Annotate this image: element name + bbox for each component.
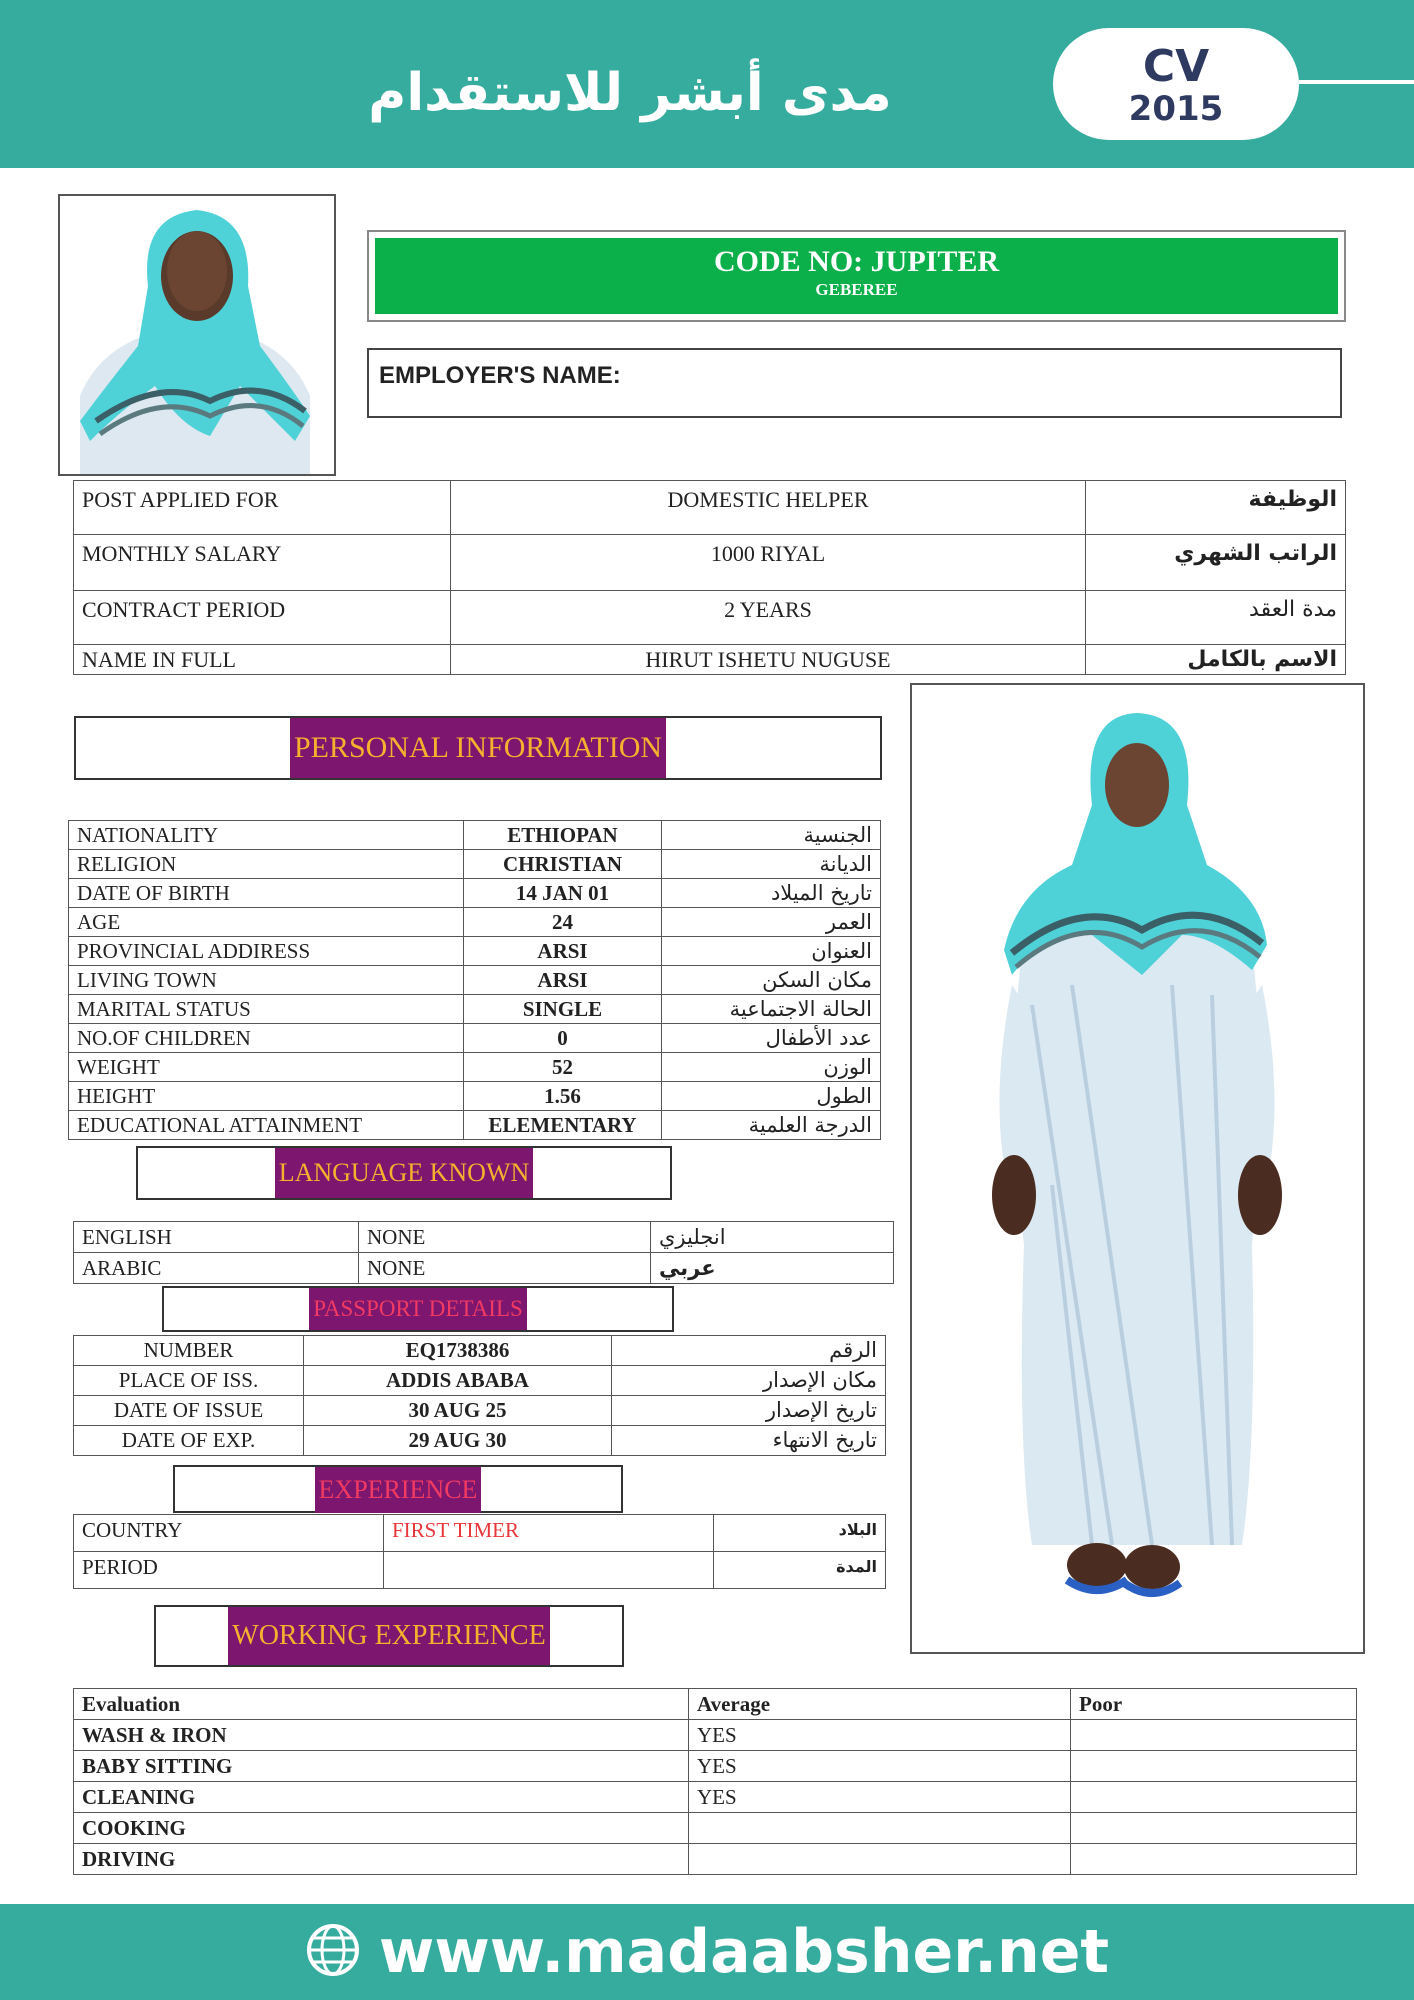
working-experience-heading [154,1605,624,1667]
full-body-photo [910,683,1365,1654]
field-value: ADDIS ABABA [304,1366,612,1396]
passport-table [73,1335,886,1456]
table-row [69,821,881,850]
field-arabic: الدرجة العلمية [662,1111,881,1140]
table-row [74,1366,886,1396]
field-value: CHRISTIAN [464,850,662,879]
column-header: Average [689,1689,1071,1720]
cv-badge [1053,28,1299,140]
average-value: YES [689,1720,1071,1751]
skill-name: BABY SITTING [74,1751,689,1782]
row-label: CONTRACT PERIOD [74,591,451,645]
field-label: PROVINCIAL ADDIRESS [69,937,464,966]
code-number: CODE NO: JUPITER [713,245,999,278]
field-arabic: الحالة الاجتماعية [662,995,881,1024]
language-name: ARABIC [74,1253,359,1284]
poor-value [1071,1751,1357,1782]
field-label: DATE OF BIRTH [69,879,464,908]
field-label: NUMBER [74,1336,304,1366]
field-arabic: العمر [662,908,881,937]
code-banner [375,238,1338,314]
table-row [74,1720,1357,1751]
field-label: RELIGION [69,850,464,879]
field-arabic: تاريخ الانتهاء [612,1426,886,1456]
field-arabic: مكان السكن [662,966,881,995]
website-link[interactable] [0,1904,1414,2000]
table-row [74,1222,894,1253]
section-title: PASSPORT DETAILS [309,1288,527,1330]
field-value: 30 AUG 25 [304,1396,612,1426]
experience-arabic: البلاد [714,1515,886,1552]
row-value: HIRUT ISHETU NUGUSE [451,645,1086,675]
field-value: 0 [464,1024,662,1053]
field-value: ETHIOPAN [464,821,662,850]
table-row [69,1053,881,1082]
cv-year: 2015 [1128,89,1224,129]
header-decor-line [1299,80,1414,84]
language-level: NONE [359,1253,651,1284]
field-value: ARSI [464,937,662,966]
experience-heading [173,1465,623,1513]
globe-icon [305,1922,361,1978]
section-title: PERSONAL INFORMATION [290,718,666,778]
cv-label: CV [1142,41,1210,92]
field-value: 1.56 [464,1082,662,1111]
table-row [74,1515,886,1552]
language-arabic: انجليزي [651,1222,894,1253]
poor-value [1071,1813,1357,1844]
experience-arabic: المدة [714,1552,886,1589]
language-heading [136,1146,672,1200]
table-row [74,1396,886,1426]
average-value [689,1844,1071,1875]
field-arabic: عدد الأطفال [662,1024,881,1053]
table-row [74,535,1346,591]
portrait-photo [58,194,336,476]
job-summary-table [73,480,1346,675]
field-label: MARITAL STATUS [69,995,464,1024]
experience-table [73,1514,886,1589]
field-arabic: تاريخ الميلاد [662,879,881,908]
evaluation-table [73,1688,1357,1875]
full-body-figure [912,685,1363,1652]
field-value: ELEMENTARY [464,1111,662,1140]
table-row [69,1111,881,1140]
field-label: HEIGHT [69,1082,464,1111]
field-label: EDUCATIONAL ATTAINMENT [69,1111,464,1140]
skill-name: DRIVING [74,1844,689,1875]
field-value: 24 [464,908,662,937]
experience-value: FIRST TIMER [384,1515,714,1552]
language-name: ENGLISH [74,1222,359,1253]
passport-heading [162,1286,674,1332]
field-arabic: تاريخ الإصدار [612,1396,886,1426]
table-row [74,591,1346,645]
field-value: 52 [464,1053,662,1082]
table-row [69,937,881,966]
average-value: YES [689,1782,1071,1813]
field-value: 14 JAN 01 [464,879,662,908]
table-row [74,1751,1357,1782]
language-level: NONE [359,1222,651,1253]
table-row [74,1253,894,1284]
row-label: MONTHLY SALARY [74,535,451,591]
field-arabic: الطول [662,1082,881,1111]
row-value: 1000 RIYAL [451,535,1086,591]
language-arabic: عربي [651,1253,894,1284]
skill-name: CLEANING [74,1782,689,1813]
code-box [367,230,1346,322]
table-row [69,995,881,1024]
skill-name: COOKING [74,1813,689,1844]
field-arabic: الجنسية [662,821,881,850]
personal-info-heading [74,716,882,780]
poor-value [1071,1844,1357,1875]
employer-name-box [367,348,1342,418]
table-row [74,1426,886,1456]
column-header: Evaluation [74,1689,689,1720]
field-value: ARSI [464,966,662,995]
section-title: EXPERIENCE [315,1467,482,1513]
average-value [689,1813,1071,1844]
field-arabic: الرقم [612,1336,886,1366]
field-label: AGE [69,908,464,937]
column-header: Poor [1071,1689,1357,1720]
code-subname: GEBEREE [815,280,898,299]
field-label: DATE OF EXP. [74,1426,304,1456]
table-row [74,481,1346,535]
language-table [73,1221,894,1284]
field-value: 29 AUG 30 [304,1426,612,1456]
experience-value [384,1552,714,1589]
table-row [69,879,881,908]
table-header-row [74,1689,1357,1720]
section-title: WORKING EXPERIENCE [228,1607,549,1665]
poor-value [1071,1720,1357,1751]
table-row [74,1844,1357,1875]
row-value: DOMESTIC HELPER [451,481,1086,535]
agency-title: مدى أبشر للاستقدام [368,63,892,123]
field-arabic: الوزن [662,1053,881,1082]
personal-info-table [68,820,881,1140]
field-label: WEIGHT [69,1053,464,1082]
table-row [74,1813,1357,1844]
poor-value [1071,1782,1357,1813]
table-row [74,1552,886,1589]
field-arabic: العنوان [662,937,881,966]
row-arabic: مدة العقد [1086,591,1346,645]
experience-label: PERIOD [74,1552,384,1589]
field-label: LIVING TOWN [69,966,464,995]
portrait-figure [60,196,334,474]
row-label: NAME IN FULL [74,645,451,675]
field-label: NO.OF CHILDREN [69,1024,464,1053]
table-row [69,908,881,937]
website-url: www.madaabsher.net [378,1917,1110,1987]
table-row [74,1336,886,1366]
field-arabic: الديانة [662,850,881,879]
row-arabic: الوظيفة [1086,481,1346,535]
field-label: NATIONALITY [69,821,464,850]
field-label: PLACE OF ISS. [74,1366,304,1396]
average-value: YES [689,1751,1071,1782]
table-row [69,1082,881,1111]
row-label: POST APPLIED FOR [74,481,451,535]
field-arabic: مكان الإصدار [612,1366,886,1396]
employer-name-label: EMPLOYER'S NAME: [379,362,621,389]
row-value: 2 YEARS [451,591,1086,645]
table-row [69,850,881,879]
field-label: DATE OF ISSUE [74,1396,304,1426]
field-value: EQ1738386 [304,1336,612,1366]
experience-label: COUNTRY [74,1515,384,1552]
table-row [74,1782,1357,1813]
section-title: LANGUAGE KNOWN [275,1148,534,1198]
row-arabic: الراتب الشهري [1086,535,1346,591]
skill-name: WASH & IRON [74,1720,689,1751]
table-row [69,1024,881,1053]
field-value: SINGLE [464,995,662,1024]
row-arabic: الاسم بالكامل [1086,645,1346,675]
table-row [69,966,881,995]
table-row [74,645,1346,675]
